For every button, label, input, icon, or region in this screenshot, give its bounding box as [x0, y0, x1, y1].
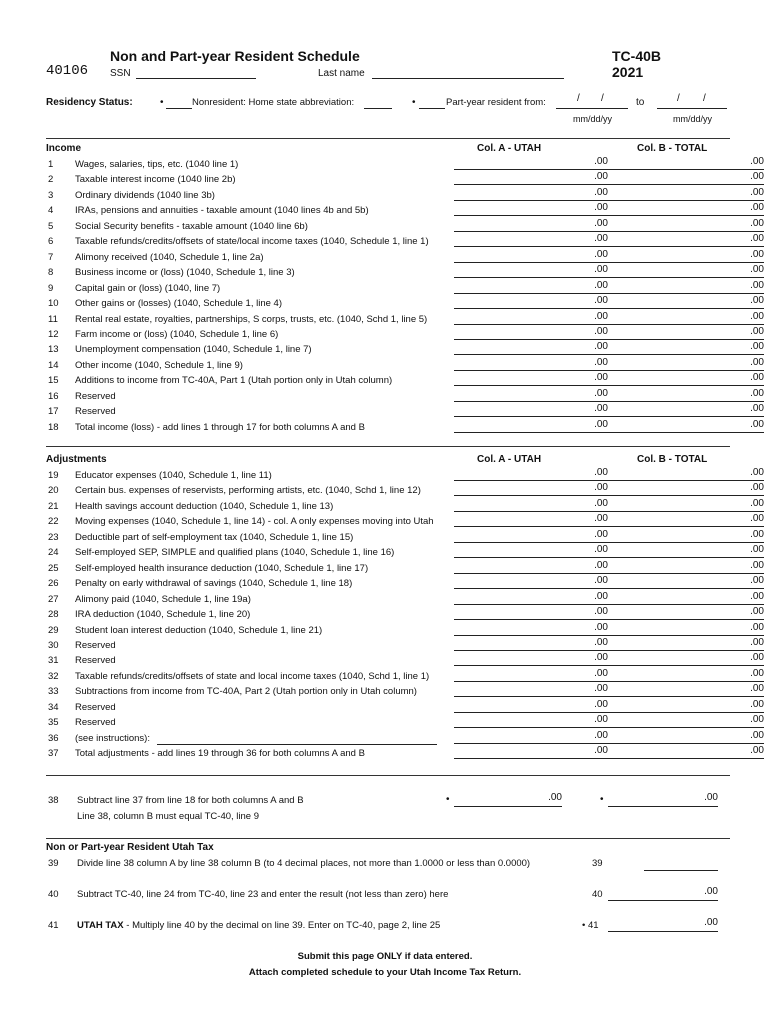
line-number: 35: [48, 717, 59, 729]
col-a-value: .00: [594, 606, 608, 618]
col-a-value: .00: [594, 233, 608, 245]
col-a-value: .00: [594, 325, 608, 337]
line40-number: 40: [48, 889, 59, 900]
form-id: TC-40B: [612, 48, 662, 64]
line-number: 17: [48, 406, 59, 418]
line41-desc: [77, 920, 440, 931]
line40-desc: Subtract TC-40, line 24 from TC-40, line 23 and enter the result (not less than zero) here: [77, 889, 449, 900]
line-description: Taxable interest income (1040 line 2b): [75, 174, 236, 186]
line39-number: 39: [48, 858, 59, 869]
col-b-value: .00: [750, 233, 764, 245]
col-a-field[interactable]: [454, 311, 608, 325]
line38-bullet-a: •: [446, 794, 450, 805]
utah-tax-heading: Non or Part-year Resident Utah Tax: [46, 842, 214, 853]
line-number: 16: [48, 390, 59, 402]
col-b-field[interactable]: [608, 467, 764, 481]
col-a-field[interactable]: [454, 714, 608, 728]
col-b-field[interactable]: [608, 388, 764, 402]
page-title: Non and Part-year Resident Schedule: [110, 48, 360, 64]
col-a-field[interactable]: [454, 357, 608, 371]
col-b-field[interactable]: [608, 668, 764, 682]
col-b-field[interactable]: [608, 745, 764, 759]
col-b-value: .00: [750, 356, 764, 368]
col-a-field[interactable]: [454, 388, 608, 402]
income-col-b-heading: Col. B - TOTAL: [637, 143, 708, 154]
line38-col-b-value: .00: [704, 792, 718, 803]
line-number: 28: [48, 609, 59, 621]
col-b-field[interactable]: [608, 280, 764, 294]
col-b-value: .00: [750, 341, 764, 353]
col-a-field[interactable]: [454, 218, 608, 232]
line-number: 11: [48, 313, 58, 325]
col-a-field[interactable]: [454, 637, 608, 651]
col-a-field[interactable]: [454, 467, 608, 481]
line-number: 14: [48, 359, 59, 371]
col-a-field[interactable]: [454, 544, 608, 558]
col-b-field[interactable]: [608, 156, 764, 170]
from-date-field[interactable]: [556, 108, 628, 109]
line38-col-b-field[interactable]: [608, 792, 718, 807]
col-b-value: .00: [750, 403, 764, 415]
partyear-label: Part-year resident from:: [446, 97, 546, 108]
col-a-field[interactable]: [454, 295, 608, 309]
col-b-field[interactable]: [608, 652, 764, 666]
col-a-value: .00: [594, 590, 608, 602]
col-a-value: .00: [594, 513, 608, 525]
col-b-field[interactable]: [608, 357, 764, 371]
col-b-field[interactable]: [608, 482, 764, 496]
col-a-field[interactable]: [454, 513, 608, 527]
line-description: Reserved: [75, 390, 116, 402]
col-b-field[interactable]: [608, 714, 764, 728]
line-number: 12: [48, 328, 59, 340]
col-b-field[interactable]: [608, 218, 764, 232]
adjustments-heading: Adjustments: [46, 454, 107, 465]
line-description: Other gains or (losses) (1040, Schedule 1, line 4): [75, 298, 282, 310]
col-a-value: .00: [594, 295, 608, 307]
line-description: Wages, salaries, tips, etc. (1040 line 1): [75, 159, 239, 170]
col-b-value: .00: [750, 528, 764, 540]
col-a-field[interactable]: [454, 668, 608, 682]
col-b-value: .00: [750, 264, 764, 276]
footer-attach-note: Attach completed schedule to your Utah Income Tax Return.: [248, 967, 522, 978]
line-description: Taxable refunds/credits/offsets of state and local income taxes (1040, Schd 1, line 1): [75, 670, 430, 682]
col-b-field[interactable]: [608, 202, 764, 216]
col-b-value: .00: [750, 559, 764, 571]
col-a-value: .00: [594, 341, 608, 353]
nonresident-checkbox-line[interactable]: [166, 108, 192, 109]
col-b-value: .00: [750, 156, 764, 167]
line38-col-a-field[interactable]: [454, 792, 562, 807]
col-b-value: .00: [750, 372, 764, 384]
from-date-format: mm/dd/yy: [573, 114, 613, 124]
line36-description-field[interactable]: [157, 744, 437, 745]
home-state-field[interactable]: [364, 108, 392, 109]
line-number: 6: [48, 236, 54, 248]
line-number: 37: [48, 748, 59, 760]
line-description: Penalty on early withdrawal of savings (1040, Schedule 1, line 18): [75, 578, 353, 590]
to-date-format: mm/dd/yy: [673, 114, 713, 124]
col-a-value: .00: [594, 621, 608, 633]
line-description: Student loan interest deduction (1040, Schedule 1, line 21): [75, 624, 323, 636]
line-description: Educator expenses (1040, Schedule 1, line 11): [75, 470, 272, 481]
col-b-value: .00: [750, 683, 764, 695]
line41-number: 41: [48, 920, 59, 931]
from-date-sep2: /: [601, 93, 604, 104]
line-description: Farm income or (loss) (1040, Schedule 1, line 6): [75, 328, 279, 340]
col-a-field[interactable]: [454, 280, 608, 294]
col-a-value: .00: [594, 264, 608, 276]
col-a-field[interactable]: [454, 249, 608, 263]
col-a-field[interactable]: [454, 156, 608, 170]
line41-desc-bold: UTAH TAX: [77, 920, 124, 931]
line40-ref: 40: [592, 889, 603, 900]
col-a-field[interactable]: [454, 233, 608, 247]
col-a-field[interactable]: [454, 622, 608, 636]
col-b-value: .00: [750, 171, 764, 183]
to-date-field[interactable]: [657, 108, 727, 109]
col-a-value: .00: [594, 729, 608, 741]
line-description: IRA deduction (1040, Schedule 1, line 20): [75, 609, 251, 621]
line-number: 20: [48, 485, 59, 497]
line-number: 21: [48, 500, 59, 512]
col-b-field[interactable]: [608, 233, 764, 247]
line40-field[interactable]: [608, 886, 718, 901]
line-number: 15: [48, 375, 59, 387]
line-description: Health savings account deduction (1040, Schedule 1, line 13): [75, 500, 334, 512]
line-number: 24: [48, 547, 59, 559]
col-b-value: .00: [750, 217, 764, 229]
line-description: Additions to income from TC-40A, Part 1 (Utah portion only in Utah column): [75, 375, 393, 387]
col-b-value: .00: [750, 636, 764, 648]
col-b-field[interactable]: [608, 560, 764, 574]
col-b-field[interactable]: [608, 622, 764, 636]
line-description: Business income or (loss) (1040, Schedule 1, line 3): [75, 267, 295, 279]
from-date-sep1: /: [577, 93, 580, 104]
line-description: Total income (loss) - add lines 1 through 17 for both columns A and B: [75, 421, 365, 433]
line-number: 26: [48, 578, 59, 590]
col-b-value: .00: [750, 652, 764, 664]
col-a-field[interactable]: [454, 529, 608, 543]
col-a-value: .00: [594, 171, 608, 183]
partyear-checkbox-line[interactable]: [419, 108, 445, 109]
line-description: Moving expenses (1040, Schedule 1, line 14) - col. A only expenses moving into Utah: [75, 516, 434, 528]
line39-field[interactable]: [644, 870, 718, 871]
col-a-value: .00: [594, 745, 608, 757]
col-a-value: .00: [594, 467, 608, 478]
col-a-value: .00: [594, 652, 608, 664]
line-description: Alimony received (1040, Schedule 1, line 2a): [75, 251, 264, 263]
col-a-field[interactable]: [454, 652, 608, 666]
col-a-value: .00: [594, 310, 608, 322]
line-number: 23: [48, 531, 59, 543]
line-number: 9: [48, 282, 54, 294]
col-b-field[interactable]: [608, 606, 764, 620]
last-name-field[interactable]: [372, 78, 564, 79]
residency-label: Residency Status:: [46, 97, 133, 108]
line39-desc: Divide line 38 column A by line 38 column B (to 4 decimal places, not more than 1.0000 or less than 0.0000): [77, 858, 531, 869]
line41-value: .00: [704, 917, 718, 928]
col-b-value: .00: [750, 310, 764, 322]
line-description: (see instructions):: [75, 732, 150, 744]
line-description: Subtractions from income from TC-40A, Part 2 (Utah portion only in Utah column): [75, 686, 417, 698]
line-description: Social Security benefits - taxable amount (1040 line 6b): [75, 220, 308, 232]
col-b-field[interactable]: [608, 591, 764, 605]
line-description: Reserved: [75, 639, 116, 651]
line38-col-a-value: .00: [548, 792, 562, 803]
col-b-value: .00: [750, 513, 764, 525]
col-b-field[interactable]: [608, 264, 764, 278]
col-b-value: .00: [750, 279, 764, 291]
form-year: 2021: [612, 64, 644, 80]
income-divider: [46, 138, 730, 139]
line-description: Reserved: [75, 406, 116, 418]
col-b-value: .00: [750, 202, 764, 214]
line38-number: 38: [48, 795, 59, 806]
ssn-label: SSN: [110, 68, 131, 79]
line-description: Certain bus. expenses of reservists, performing artists, etc. (1040, Schd 1, line 12): [75, 485, 421, 497]
col-b-value: .00: [750, 698, 764, 710]
col-a-value: .00: [594, 714, 608, 726]
col-a-field[interactable]: [454, 745, 608, 759]
line-description: Deductible part of self-employment tax (1040, Schedule 1, line 15): [75, 531, 354, 543]
line-description: Taxable refunds/credits/offsets of state/local income taxes (1040, Schedule 1, line 1): [75, 236, 429, 248]
col-a-value: .00: [594, 418, 608, 430]
col-a-value: .00: [594, 544, 608, 556]
col-a-field[interactable]: [454, 560, 608, 574]
col-b-field[interactable]: [608, 730, 764, 744]
col-b-field[interactable]: [608, 341, 764, 355]
line39-ref: 39: [592, 858, 603, 869]
col-b-field[interactable]: [608, 683, 764, 697]
to-date-sep1: /: [677, 93, 680, 104]
last-name-label: Last name: [318, 68, 365, 79]
line-number: 19: [48, 470, 59, 481]
col-a-value: .00: [594, 248, 608, 260]
line-number: 22: [48, 516, 59, 528]
line-number: 2: [48, 174, 54, 186]
col-b-field[interactable]: [608, 249, 764, 263]
col-b-field[interactable]: [608, 372, 764, 386]
col-a-value: .00: [594, 683, 608, 695]
line41-desc-text: - Multiply line 40 by the decimal on line 39. Enter on TC-40, page 2, line 25: [123, 920, 441, 931]
line-number: 10: [48, 298, 59, 310]
col-a-field[interactable]: [454, 575, 608, 589]
utah-tax-divider: [46, 838, 730, 839]
line-number: 5: [48, 220, 54, 232]
line-number: 29: [48, 624, 59, 636]
to-date-sep2: /: [703, 93, 706, 104]
col-a-field[interactable]: [454, 482, 608, 496]
line38-divider: [46, 775, 730, 776]
col-a-field[interactable]: [454, 498, 608, 512]
line-number: 1: [48, 159, 54, 170]
col-b-value: .00: [750, 714, 764, 726]
col-b-field[interactable]: [608, 513, 764, 527]
col-a-value: .00: [594, 217, 608, 229]
col-b-value: .00: [750, 248, 764, 260]
line-number: 7: [48, 251, 54, 263]
line-description: Ordinary dividends (1040 line 3b): [75, 189, 215, 201]
col-b-value: .00: [750, 745, 764, 757]
col-b-value: .00: [750, 325, 764, 337]
col-a-field[interactable]: [454, 372, 608, 386]
line-number: 34: [48, 701, 59, 713]
col-a-value: .00: [594, 559, 608, 571]
col-b-value: .00: [750, 590, 764, 602]
line-description: Reserved: [75, 701, 116, 713]
col-a-field[interactable]: [454, 264, 608, 278]
col-a-field[interactable]: [454, 419, 608, 433]
line-number: 18: [48, 421, 59, 433]
income-line-18: [46, 418, 764, 437]
col-a-value: .00: [594, 372, 608, 384]
col-a-field[interactable]: [454, 730, 608, 744]
line38-desc: Subtract line 37 from line 18 for both columns A and B: [77, 795, 304, 806]
col-a-value: .00: [594, 202, 608, 214]
col-a-value: .00: [594, 636, 608, 648]
col-b-field[interactable]: [608, 295, 764, 309]
col-a-field[interactable]: [454, 187, 608, 201]
line-description: Other income (1040, Schedule 1, line 9): [75, 359, 243, 371]
col-a-field[interactable]: [454, 403, 608, 417]
col-b-field[interactable]: [608, 171, 764, 185]
col-a-value: .00: [594, 156, 608, 167]
col-b-value: .00: [750, 295, 764, 307]
col-b-value: .00: [750, 186, 764, 198]
line-number: 32: [48, 670, 59, 682]
col-b-field[interactable]: [608, 699, 764, 713]
col-b-field[interactable]: [608, 575, 764, 589]
line-description: Capital gain or (loss) (1040, line 7): [75, 282, 221, 294]
line-number: 27: [48, 593, 59, 605]
col-b-value: .00: [750, 729, 764, 741]
col-b-value: .00: [750, 575, 764, 587]
line-description: Unemployment compensation (1040, Schedule 1, line 7): [75, 344, 312, 356]
to-label: to: [636, 97, 645, 108]
col-b-field[interactable]: [608, 529, 764, 543]
col-b-value: .00: [750, 606, 764, 618]
col-b-field[interactable]: [608, 311, 764, 325]
line-number: 3: [48, 189, 54, 201]
line41-ref: • 41: [582, 920, 599, 931]
col-b-value: .00: [750, 467, 764, 478]
col-a-value: .00: [594, 387, 608, 399]
adjustments-col-a-heading: Col. A - UTAH: [477, 454, 542, 465]
footer-submit-note: Submit this page ONLY if data entered.: [297, 951, 473, 962]
col-a-field[interactable]: [454, 683, 608, 697]
adjustments-divider: [46, 446, 730, 447]
col-b-value: .00: [750, 387, 764, 399]
col-b-field[interactable]: [608, 637, 764, 651]
col-b-value: .00: [750, 621, 764, 633]
col-a-field[interactable]: [454, 699, 608, 713]
col-a-value: .00: [594, 403, 608, 415]
line41-field[interactable]: [608, 917, 718, 932]
col-a-field[interactable]: [454, 606, 608, 620]
col-a-field[interactable]: [454, 591, 608, 605]
col-a-field[interactable]: [454, 326, 608, 340]
col-a-field[interactable]: [454, 171, 608, 185]
col-a-field[interactable]: [454, 341, 608, 355]
line-number: 25: [48, 562, 59, 574]
col-b-field[interactable]: [608, 544, 764, 558]
col-b-field[interactable]: [608, 403, 764, 417]
col-b-value: .00: [750, 667, 764, 679]
col-a-value: .00: [594, 279, 608, 291]
line40-value: .00: [704, 886, 718, 897]
nonresident-label: Nonresident: Home state abbreviation:: [192, 97, 355, 108]
line-number: 30: [48, 639, 59, 651]
col-a-value: .00: [594, 482, 608, 494]
line-description: Reserved: [75, 655, 116, 667]
col-b-value: .00: [750, 482, 764, 494]
line-description: IRAs, pensions and annuities - taxable amount (1040 lines 4b and 5b): [75, 205, 369, 217]
bullet-partyear: •: [412, 97, 416, 108]
line-description: Total adjustments - add lines 19 through 36 for both columns A and B: [75, 748, 365, 760]
bullet-nonresident: •: [160, 97, 164, 108]
col-a-value: .00: [594, 667, 608, 679]
line38-bullet-b: •: [600, 794, 604, 805]
col-b-field[interactable]: [608, 498, 764, 512]
col-a-value: .00: [594, 497, 608, 509]
line38-note: Line 38, column B must equal TC-40, line 9: [77, 811, 260, 822]
line-description: Self-employed health insurance deduction (1040, Schedule 1, line 17): [75, 562, 369, 574]
line-description: Reserved: [75, 717, 116, 729]
adjustment-line-37: [46, 745, 764, 763]
col-b-value: .00: [750, 418, 764, 430]
col-a-field[interactable]: [454, 202, 608, 216]
line-number: 33: [48, 686, 59, 698]
adjustments-col-b-heading: Col. B - TOTAL: [637, 454, 708, 465]
col-b-field[interactable]: [608, 187, 764, 201]
col-b-value: .00: [750, 497, 764, 509]
ssn-field[interactable]: [136, 78, 256, 79]
col-a-value: .00: [594, 356, 608, 368]
col-a-value: .00: [594, 698, 608, 710]
income-col-a-heading: Col. A - UTAH: [477, 143, 542, 154]
line-description: Self-employed SEP, SIMPLE and qualified plans (1040, Schedule 1, line 16): [75, 547, 395, 559]
col-a-value: .00: [594, 575, 608, 587]
line-number: 4: [48, 205, 54, 217]
line-number: 36: [48, 732, 59, 744]
form-code: 40106: [46, 63, 89, 79]
line-number: 8: [48, 267, 54, 279]
line-number: 31: [48, 655, 59, 667]
col-a-value: .00: [594, 528, 608, 540]
col-a-value: .00: [594, 186, 608, 198]
line-description: Alimony paid (1040, Schedule 1, line 19a): [75, 593, 251, 605]
col-b-field[interactable]: [608, 419, 764, 433]
line-description: Rental real estate, royalties, partnerships, S corps, trusts, etc. (1040, Schd 1, line 5): [75, 313, 428, 325]
col-b-value: .00: [750, 544, 764, 556]
income-heading: Income: [46, 143, 82, 154]
line-number: 13: [48, 344, 59, 356]
col-b-field[interactable]: [608, 326, 764, 340]
